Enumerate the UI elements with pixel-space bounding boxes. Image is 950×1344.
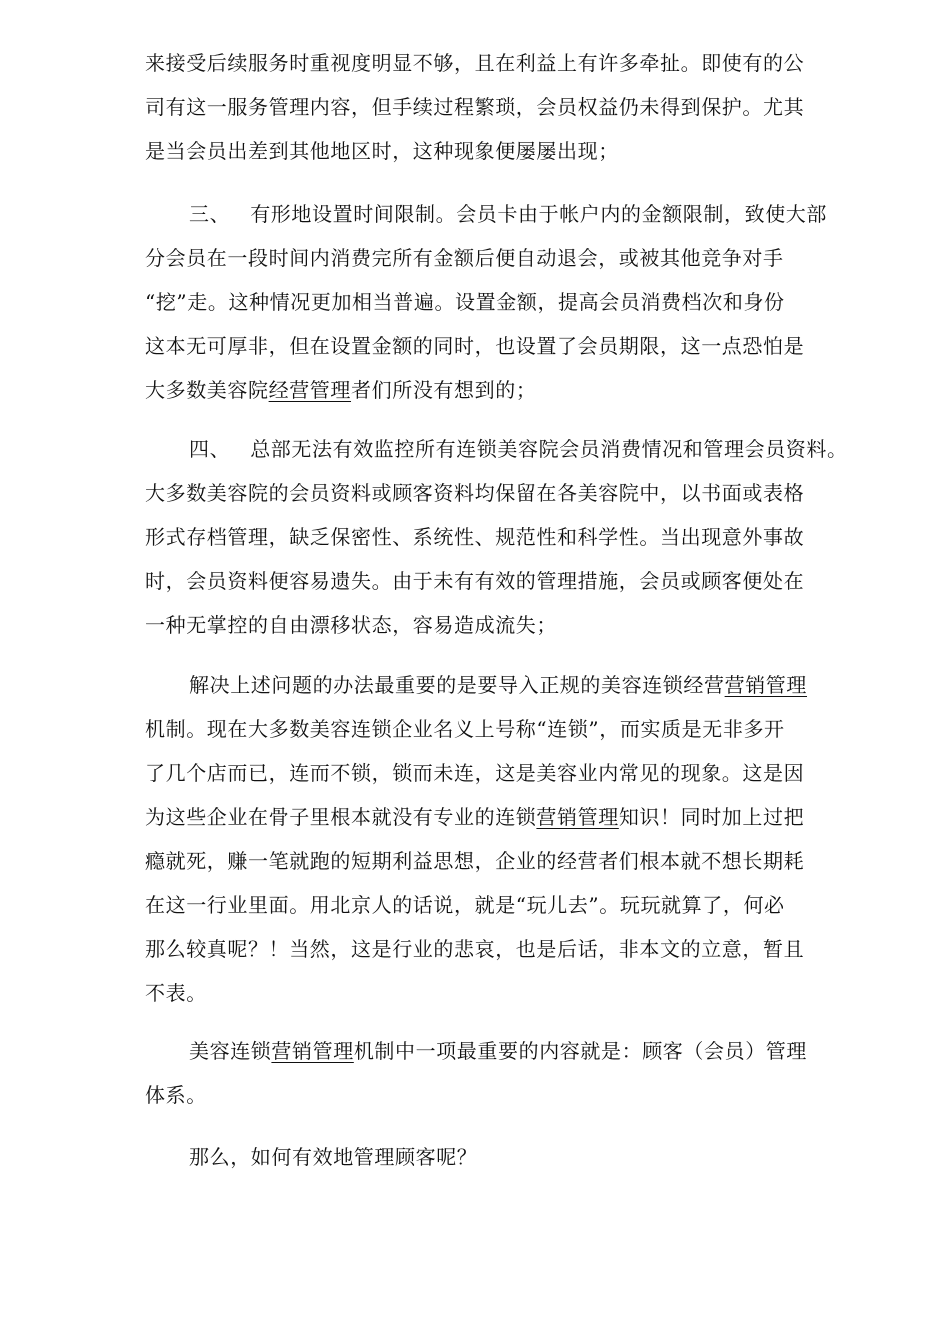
text-line	[145, 795, 885, 839]
text-line: 了几个店而已，连而不锁，锁而未连，这是美容业内常见的现象。这是因	[145, 761, 805, 785]
paragraph-question	[145, 1135, 885, 1179]
text-line: 体系。	[145, 1083, 207, 1107]
text-line	[145, 192, 885, 236]
text-line: 时，会员资料便容易遗失。由于未有有效的管理措施，会员或顾客便处在	[145, 569, 805, 593]
text-line: 在这一行业里面。用北京人的话说，就是“玩儿去”。玩玩就算了，何必	[145, 893, 785, 917]
text-line: 那么较真呢？！当然，这是行业的悲哀，也是后话，非本文的立意，暂且	[145, 937, 805, 961]
text-line: 分会员在一段时间内消费完所有金额后便自动退会，或被其他竞争对手	[145, 246, 784, 270]
text-span: 机制中一项最重要的内容就是：顾客（会员）管理	[353, 1039, 808, 1063]
text-line: 机制。现在大多数美容连锁企业名义上号称“连锁”，而实质是无非多开	[145, 717, 785, 741]
keyword-link[interactable]: 营销管理	[271, 1039, 354, 1063]
text-line: 司有这一服务管理内容，但手续过程繁琐，会员权益仍未得到保护。尤其	[145, 95, 805, 119]
text-span: 美容连锁	[189, 1039, 272, 1063]
list-number: 三、	[189, 202, 231, 226]
text-span: 为这些企业在骨子里根本就没有专业的连锁	[145, 805, 537, 829]
text-line: “挖”走。这种情况更加相当普遍。设置金额，提高会员消费档次和身份	[145, 290, 785, 314]
text-span: 解决上述问题的办法最重要的是要导入正规的美容连锁经营	[189, 673, 725, 697]
text-line: 不表。	[145, 981, 207, 1005]
text-span: 有形地设置时间限制。会员卡由于帐户内的金额限制，致使大部	[250, 202, 828, 226]
text-line: 瘾就死，赚一笔就跑的短期利益思想，企业的经营者们根本就不想长期耗	[145, 849, 805, 873]
paragraph-solution	[145, 663, 885, 1015]
text-span: 知识！同时加上过把	[618, 805, 805, 829]
text-line	[145, 663, 885, 707]
text-line	[145, 368, 885, 412]
text-span: 大多数美容院	[145, 378, 269, 402]
text-line: 形式存档管理，缺乏保密性、系统性、规范性和科学性。当出现意外事故	[145, 525, 805, 549]
text-line: 大多数美容院的会员资料或顾客资料均保留在各美容院中，以书面或表格	[145, 481, 805, 505]
paragraph-three	[145, 192, 885, 412]
keyword-link[interactable]: 营销管理	[536, 805, 619, 829]
text-line: 来接受后续服务时重视度明显不够，且在利益上有许多牵扯。即使有的公	[145, 51, 805, 75]
paragraph-system	[145, 1029, 885, 1117]
text-line: 这本无可厚非，但在设置金额的同时，也设置了会员期限，这一点恐怕是	[145, 334, 805, 358]
keyword-link[interactable]: 经营管理	[268, 378, 352, 402]
paragraph-service	[145, 41, 885, 173]
keyword-link[interactable]: 营销管理	[724, 673, 808, 697]
paragraph-four	[145, 427, 885, 647]
text-line: 那么，如何有效地管理顾客呢？	[189, 1145, 478, 1169]
text-line: 一种无掌控的自由漂移状态，容易造成流失；	[145, 613, 557, 637]
text-line: 是当会员出差到其他地区时，这种现象便屡屡出现；	[145, 139, 619, 163]
list-number: 四、	[189, 437, 231, 461]
text-line	[145, 1029, 885, 1073]
text-line	[145, 427, 885, 471]
text-span: 总部无法有效监控所有连锁美容院会员消费情况和管理会员资料。	[250, 437, 848, 461]
text-span: 者们所没有想到的；	[351, 378, 537, 402]
